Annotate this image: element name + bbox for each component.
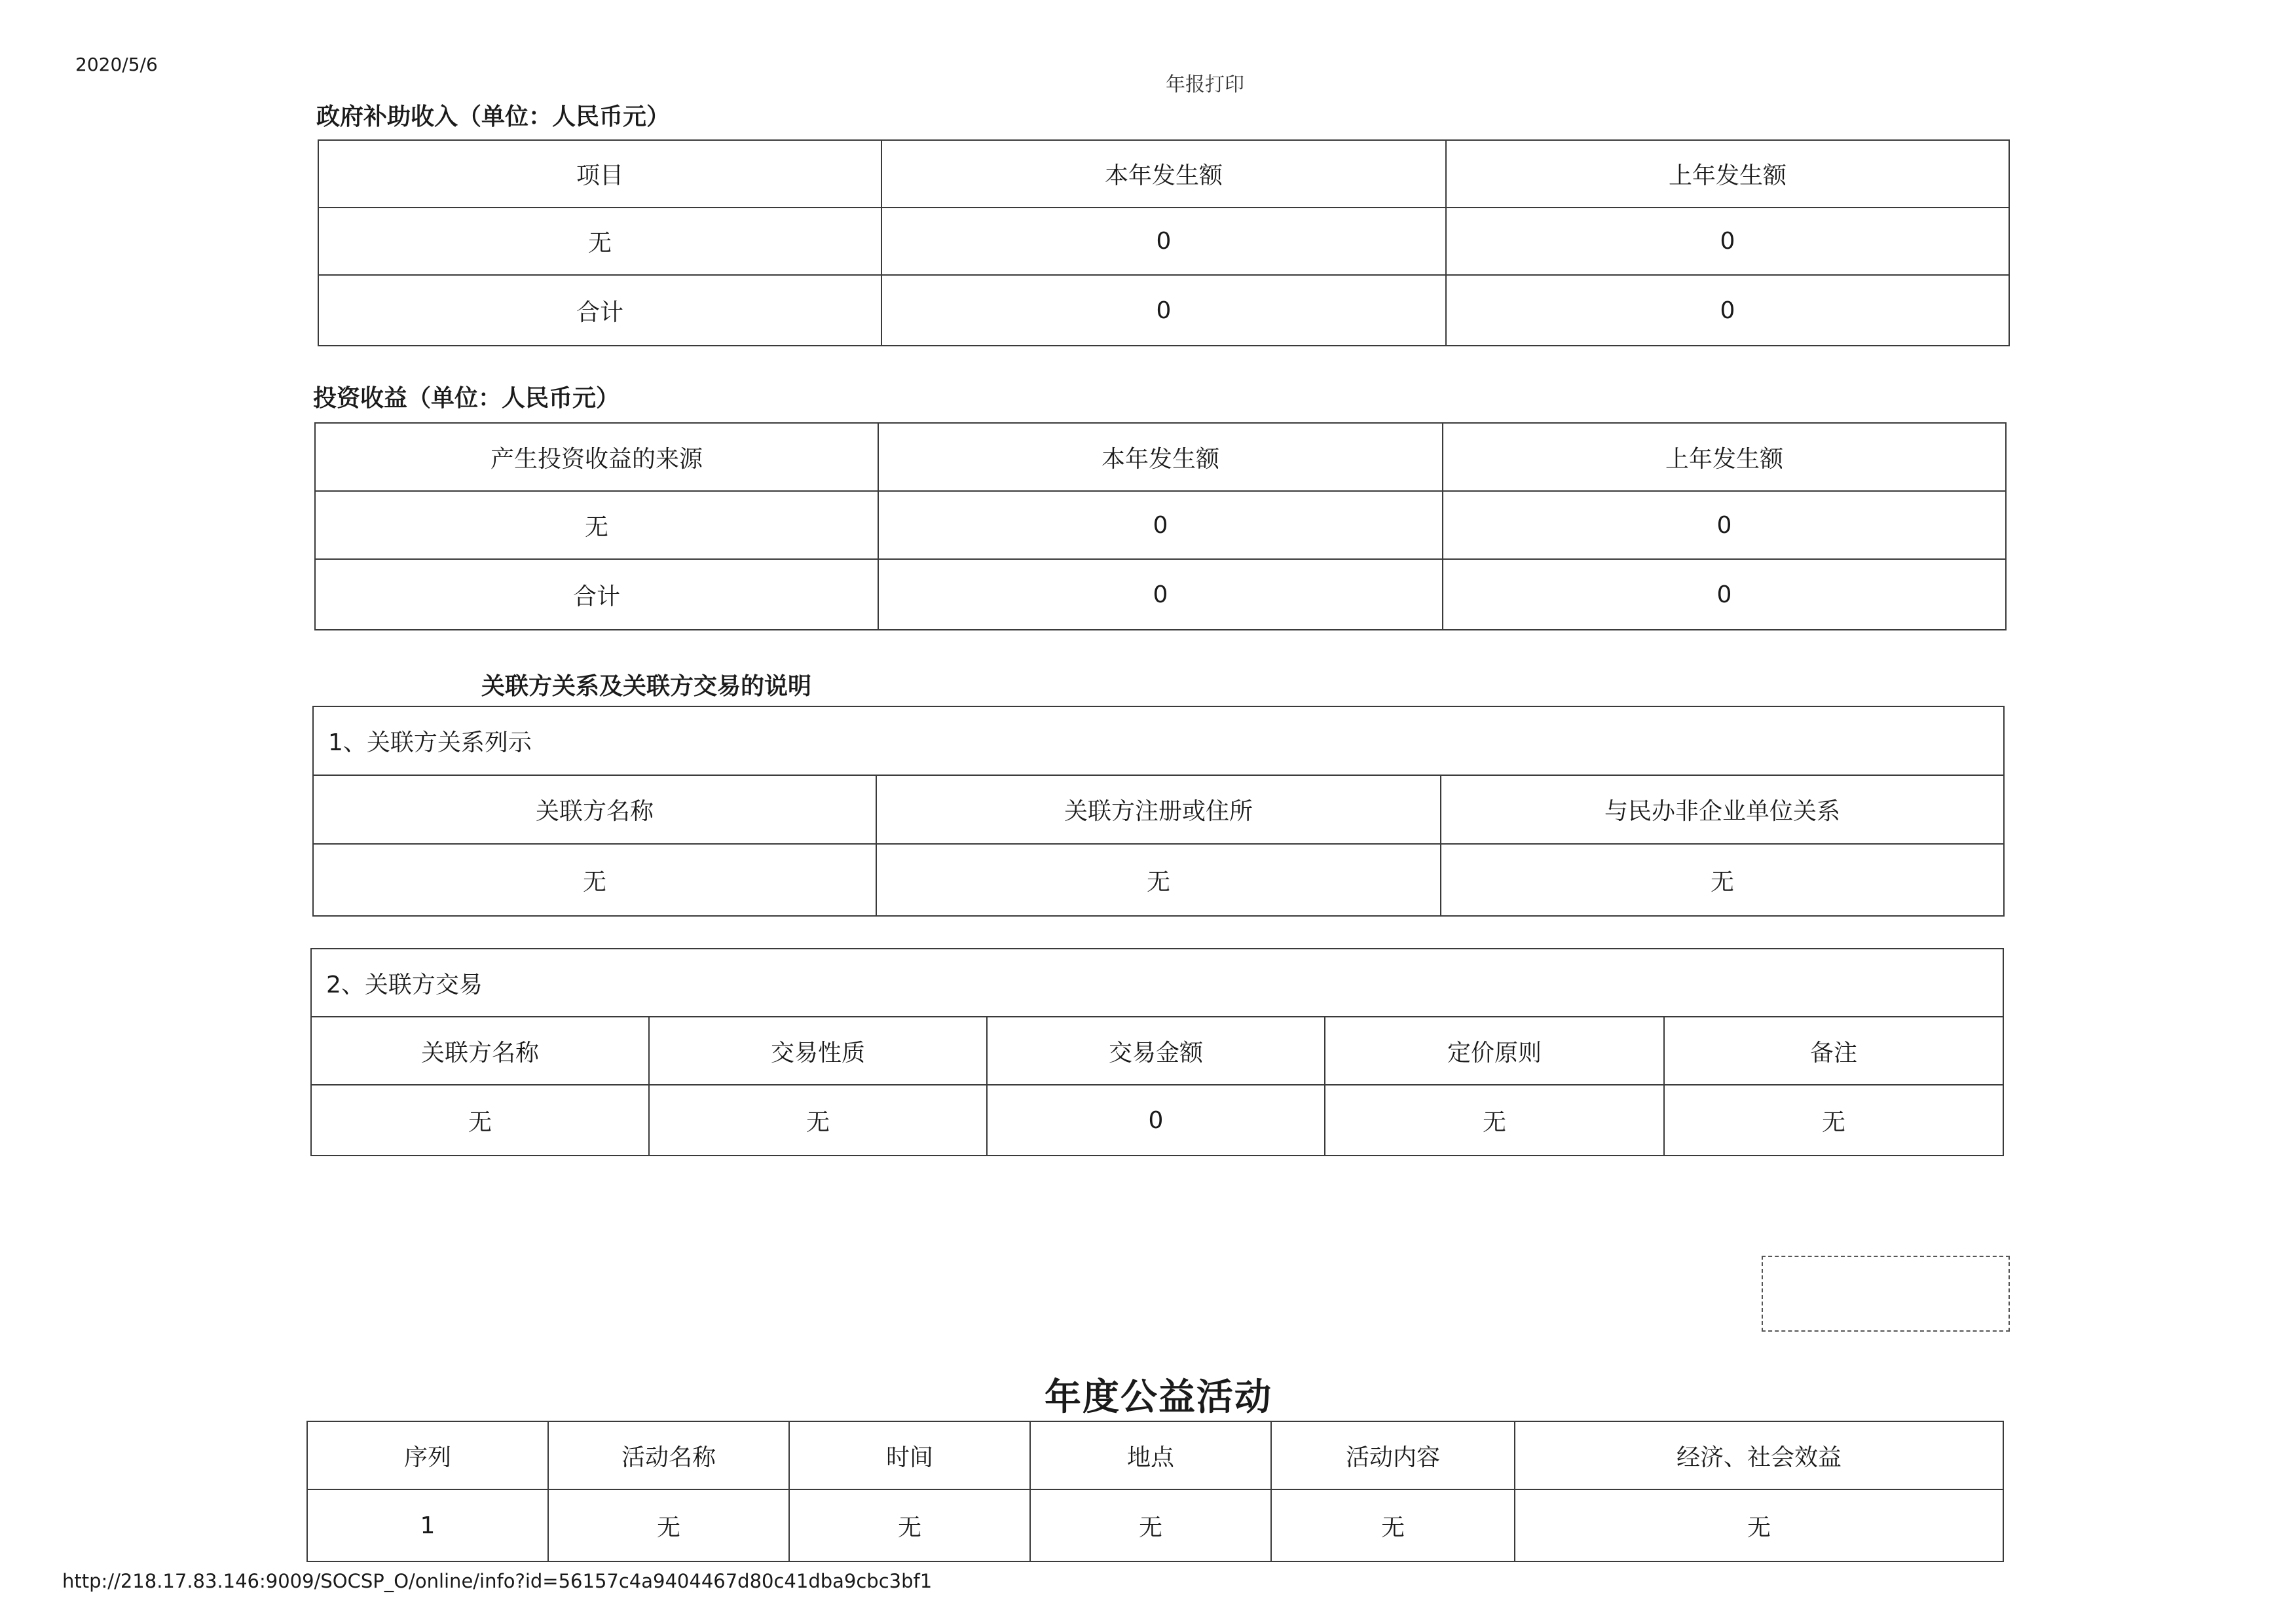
table-row [313,844,2004,916]
table-cell: 无 [1441,844,2004,916]
related-relations-table [312,706,2005,917]
table-header-row [311,1017,2003,1085]
column-header: 本年发生额 [878,423,1443,491]
column-header: 产生投资收益的来源 [315,423,878,491]
table-caption-row [313,706,2004,775]
column-header: 本年发生额 [881,140,1446,208]
column-header: 上年发生额 [1443,423,2006,491]
table-cell: 0 [1446,208,2009,275]
table-cell: 0 [878,559,1443,630]
related-party-title: 关联方关系及关联方交易的说明 [481,673,812,700]
table-cell: 无 [315,491,878,559]
table-cell: 1 [307,1489,548,1561]
column-header: 上年发生额 [1446,140,2009,208]
table-cell: 无 [1271,1489,1515,1561]
table-row [318,208,2009,275]
gov-subsidy-table [318,139,2010,346]
column-header: 序列 [307,1421,548,1489]
table-row [307,1489,2003,1561]
table-cell: 无 [548,1489,789,1561]
table-cell: 无 [1515,1489,2003,1561]
table-row [311,1085,2003,1156]
related-transactions-table [310,948,2004,1156]
table-row [315,559,2006,630]
table-cell: 0 [881,208,1446,275]
table-cell: 合计 [318,275,881,346]
table-caption: 1、关联方关系列示 [313,706,2004,775]
stamp-box [1762,1256,2010,1332]
table-cell: 0 [1443,491,2006,559]
investment-title: 投资收益（单位：人民币元） [313,385,620,412]
table-row [318,275,2009,346]
table-caption: 2、关联方交易 [311,949,2003,1017]
table-cell: 无 [1664,1085,2003,1156]
page-url: http://218.17.83.146:9009/SOCSP_O/online/info?id=56157c4a9404467d80c41dba9cbc3bf1 [62,1570,933,1592]
print-date: 2020/5/6 [75,54,158,75]
table-cell: 0 [1443,559,2006,630]
column-header: 定价原则 [1325,1017,1664,1085]
table-cell: 无 [313,844,876,916]
table-caption-row [311,949,2003,1017]
table-cell: 0 [987,1085,1325,1156]
column-header: 交易性质 [649,1017,987,1085]
table-cell: 无 [318,208,881,275]
investment-table [314,422,2007,630]
column-header: 经济、社会效益 [1515,1421,2003,1489]
column-header: 时间 [789,1421,1030,1489]
table-header-row [307,1421,2003,1489]
print-title: 年报打印 [1166,73,1244,96]
table-row [315,491,2006,559]
table-header-row [318,140,2009,208]
table-cell: 无 [789,1489,1030,1561]
gov-subsidy-title: 政府补助收入（单位：人民币元） [316,103,671,130]
table-cell: 0 [878,491,1443,559]
table-cell: 无 [311,1085,649,1156]
column-header: 与民办非企业单位关系 [1441,775,2004,844]
column-header: 项目 [318,140,881,208]
column-header: 备注 [1664,1017,2003,1085]
table-cell: 0 [881,275,1446,346]
table-cell: 无 [876,844,1441,916]
column-header: 活动内容 [1271,1421,1515,1489]
column-header: 关联方注册或住所 [876,775,1441,844]
table-cell: 合计 [315,559,878,630]
welfare-table [306,1421,2004,1562]
table-header-row [313,775,2004,844]
table-header-row [315,423,2006,491]
table-cell: 无 [649,1085,987,1156]
column-header: 地点 [1030,1421,1271,1489]
column-header: 交易金额 [987,1017,1325,1085]
table-cell: 无 [1030,1489,1271,1561]
welfare-title: 年度公益活动 [1045,1376,1272,1419]
column-header: 关联方名称 [311,1017,649,1085]
table-cell: 0 [1446,275,2009,346]
table-cell: 无 [1325,1085,1664,1156]
column-header: 关联方名称 [313,775,876,844]
column-header: 活动名称 [548,1421,789,1489]
